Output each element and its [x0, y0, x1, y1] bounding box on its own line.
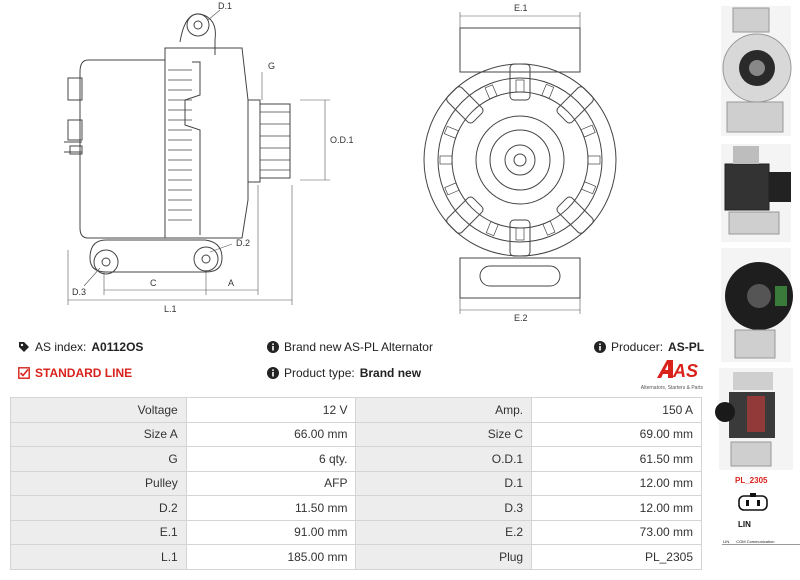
- product-photo-front: [713, 2, 800, 140]
- spec-row: [11, 398, 702, 423]
- spec-value-cell: 73.00 mm: [532, 520, 702, 545]
- spec-key-cell: E.2: [356, 520, 532, 545]
- product-type-row: [267, 366, 421, 380]
- spec-value-cell: 66.00 mm: [186, 422, 356, 447]
- spec-row: [11, 422, 702, 447]
- plug-code-label: PL_2305: [735, 476, 768, 485]
- spec-value-cell: 12 V: [186, 398, 356, 423]
- description-text: Brand new AS-PL Alternator: [284, 340, 433, 354]
- producer-value: AS-PL: [668, 340, 705, 354]
- spec-value-cell: 11.50 mm: [186, 496, 356, 521]
- plug-type-label: LIN: [738, 520, 751, 529]
- label-c: C: [150, 278, 157, 288]
- spec-key-cell: G: [11, 447, 187, 472]
- logo-text: AS: [673, 361, 699, 380]
- side-view-drawing: [64, 10, 330, 305]
- label-d2: D.2: [236, 238, 251, 248]
- front-view-drawing: [424, 12, 616, 314]
- label-d3: D.3: [72, 287, 87, 297]
- product-photo-side: [713, 142, 800, 244]
- spec-key-cell: D.3: [356, 496, 532, 521]
- as-index-row: [18, 340, 143, 354]
- producer-row: [594, 340, 704, 354]
- spec-key-cell: L.1: [11, 545, 187, 570]
- as-index-label: AS index:: [35, 340, 87, 354]
- label-od1: O.D.1: [330, 135, 354, 145]
- label-e2: E.2: [514, 313, 528, 323]
- logo-tagline: Alternators, Starters & Parts: [640, 385, 703, 391]
- spec-row: [11, 520, 702, 545]
- label-a: A: [228, 278, 235, 288]
- spec-key-cell: Size A: [11, 422, 187, 447]
- spec-key-cell: E.1: [11, 520, 187, 545]
- spec-key-cell: D.1: [356, 471, 532, 496]
- spec-row: [11, 471, 702, 496]
- pin-cell: LIN: [722, 538, 735, 545]
- info-icon: [594, 341, 606, 353]
- info-icon: [267, 367, 279, 379]
- spec-row: [11, 447, 702, 472]
- plug-connector-icon: [736, 492, 770, 518]
- spec-value-cell: 61.50 mm: [532, 447, 702, 472]
- spec-value-cell: 69.00 mm: [532, 422, 702, 447]
- spec-value-cell: PL_2305: [532, 545, 702, 570]
- label-e1: E.1: [514, 3, 528, 13]
- spec-value-cell: 185.00 mm: [186, 545, 356, 570]
- spec-value-cell: 91.00 mm: [186, 520, 356, 545]
- spec-value-cell: 150 A: [532, 398, 702, 423]
- spec-key-cell: Pulley: [11, 471, 187, 496]
- checkbox-icon: [18, 367, 30, 379]
- label-d1: D.1: [218, 1, 233, 11]
- pin-row: [722, 538, 800, 545]
- spec-key-cell: Amp.: [356, 398, 532, 423]
- product-photo-rear: [713, 246, 800, 364]
- tag-icon: [18, 341, 30, 353]
- spec-row: [11, 496, 702, 521]
- spec-value-cell: 12.00 mm: [532, 496, 702, 521]
- product-type-label: Product type:: [284, 366, 355, 380]
- spec-value-cell: 6 qty.: [186, 447, 356, 472]
- spec-value-cell: 12.00 mm: [532, 471, 702, 496]
- spec-value-cell: AFP: [186, 471, 356, 496]
- spec-key-cell: O.D.1: [356, 447, 532, 472]
- spec-key-cell: Voltage: [11, 398, 187, 423]
- spec-row: [11, 545, 702, 570]
- pin-table: [722, 538, 800, 545]
- pin-cell: COM Communication: [735, 538, 800, 545]
- as-index-value: A0112OS: [91, 340, 144, 354]
- spec-key-cell: D.2: [11, 496, 187, 521]
- spec-key-cell: Plug: [356, 545, 532, 570]
- description-row: [267, 340, 433, 354]
- label-g: G: [268, 61, 276, 71]
- product-photo-angle: [713, 366, 800, 472]
- label-l1: L.1: [164, 304, 177, 314]
- standard-line-label: STANDARD LINE: [35, 366, 133, 380]
- product-type-value: Brand new: [359, 366, 422, 380]
- standard-line-row: [18, 366, 132, 380]
- spec-key-cell: Size C: [356, 422, 532, 447]
- spec-table: [10, 397, 702, 570]
- info-icon: [267, 341, 279, 353]
- as-pl-logo: [633, 358, 703, 391]
- producer-label: Producer:: [611, 340, 664, 354]
